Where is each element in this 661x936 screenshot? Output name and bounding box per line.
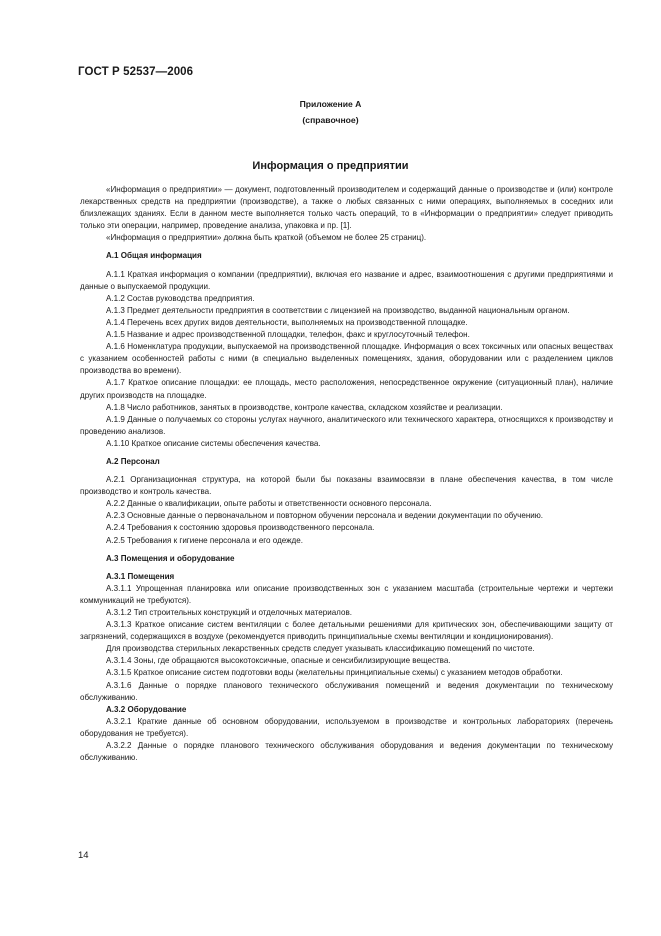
clause-a-3-1-1: А.3.1.1 Упрощенная планировка или описание производственных зон с указанием масштаба (строительные чертежи и чертежи коммуникаций не требуются). xyxy=(80,583,613,605)
document-body xyxy=(80,184,613,764)
clause-a-3-1-6: А.3.1.6 Данные о порядке планового технического обслуживания помещений и ведения документации по техническому обслуживанию. xyxy=(80,680,613,702)
heading-a1: А.1 Общая информация xyxy=(106,251,202,261)
clause-a-1-6: А.1.6 Номенклатура продукции, выпускаемой на производственной площадке. Информация о всех токсичных или опасных веществах с указанием особенностей работы с ними (в специально выделенных помещениях, здания, оборудовании или с разделением циклов производства во времени). xyxy=(80,342,613,376)
clause-a-2-4: А.2.4 Требования к состоянию здоровья производственного персонала. xyxy=(106,523,375,533)
clause-a-2-2: А.2.2 Данные о квалификации, опыте работы и ответственности основного персонала. xyxy=(106,499,432,509)
clause-a-1-8: А.1.8 Число работников, занятых в производстве, контроле качества, складском хозяйстве и реализации. xyxy=(106,402,503,412)
clause-a-3-1-2: А.3.1.2 Тип строительных конструкций и отделочных материалов. xyxy=(106,608,352,617)
heading-a2: А.2 Персонал xyxy=(106,456,160,466)
heading-a3: А.3 Помещения и оборудование xyxy=(106,553,235,563)
clause-a-3-2-2: А.3.2.2 Данные о порядке планового технического обслуживания оборудования и ведения документации по техническому обслуживанию. xyxy=(80,741,613,763)
page-number: 14 xyxy=(78,850,89,861)
clause-a-1-9: А.1.9 Данные о получаемых со стороны услугах научного, аналитического или технического характера, относящихся к производству и проведению анализов. xyxy=(80,414,613,436)
clause-a-3-1-3: А.3.1.3 Краткое описание систем вентиляции с более детальными решениями для критических зон, обеспечивающими защиту от загрязнений, содержащихся в воздухе (рекомендуется приводить принципиальные схемы вентиляции и кондиционирования). xyxy=(80,620,613,642)
clause-a-3-1-4: А.3.1.4 Зоны, где обращаются высокотоксичные, опасные и сенсибилизирующие вещества. xyxy=(106,656,451,666)
heading-a3-1: А.3.1 Помещения xyxy=(106,571,175,581)
intro-paragraph: «Информация о предприятии» — документ, подготовленный производителем и содержащий данные о производстве и (или) контроле лекарственных средств на предприятии (производстве), а также о любых связанных с ними операциях, выполняемых в соседних или близлежащих зданиях. Если в данном месте выполняется только часть операций, то в «Информации о предприятии» следует приводить только эти операции, например, проведение анализа, упаковка и пр. [1]. xyxy=(80,185,613,231)
annex-title: Приложение А xyxy=(299,99,362,109)
annex-subtitle: (справочное) xyxy=(302,115,359,125)
annex-heading xyxy=(0,96,661,128)
clause-a-1-10: А.1.10 Краткое описание системы обеспечения качества. xyxy=(106,438,321,448)
clause-a-3-1-5: А.3.1.5 Краткое описание систем подготовки воды (желательны принципиальные схемы) с указанием методов обработки. xyxy=(106,668,563,678)
heading-a3-2: А.3.2 Оборудование xyxy=(106,704,187,714)
intro-paragraph: «Информация о предприятии» должна быть краткой (объемом не более 25 страниц). xyxy=(106,233,427,243)
clause-a-1-3: А.1.3 Предмет деятельности предприятия в соответствии с лицензией на производство, выданной национальным органом. xyxy=(106,305,570,315)
clause-a-2-5: А.2.5 Требования к гигиене персонала и его одежде. xyxy=(106,535,303,545)
document-code: ГОСТ Р 52537—2006 xyxy=(78,66,194,78)
clause-a-1-1: А.1.1 Краткая информация о компании (предприятии), включая его название и адрес, взаимоотношения с другими предприятиями и данные о выпускаемой продукции. xyxy=(80,269,613,291)
clause-a-2-1: А.2.1 Организационная структура, на которой были бы показаны взаимосвязи в плане обеспечения качества, в том числе производство и контроль качества. xyxy=(80,475,613,497)
clause-a-1-5: А.1.5 Название и адрес производственной площадки, телефон, факс и круглосуточный телефон. xyxy=(106,330,470,340)
clause-a-2-3: А.2.3 Основные данные о первоначальном и повторном обучении персонала и ведении документации по обучению. xyxy=(106,511,544,521)
sterile-classification-note: Для производства стерильных лекарственных средств следует указывать классификацию помещений по чистоте. xyxy=(106,644,535,654)
clause-a-1-4: А.1.4 Перечень всех других видов деятельности, выполняемых на производственной площадке. xyxy=(106,317,468,327)
clause-a-3-2-1: А.3.2.1 Краткие данные об основном оборудовании, используемом в производстве и контрольных лабораториях (перечень оборудования не требуется). xyxy=(80,716,613,738)
clause-a-1-7: А.1.7 Краткое описание площадки: ее площадь, место расположения, непосредственное окружение (ситуационный план), наличие других производств на площадке. xyxy=(80,378,613,400)
section-title: Информация о предприятии xyxy=(252,160,409,172)
clause-a-1-2: А.1.2 Состав руководства предприятия. xyxy=(106,293,255,303)
